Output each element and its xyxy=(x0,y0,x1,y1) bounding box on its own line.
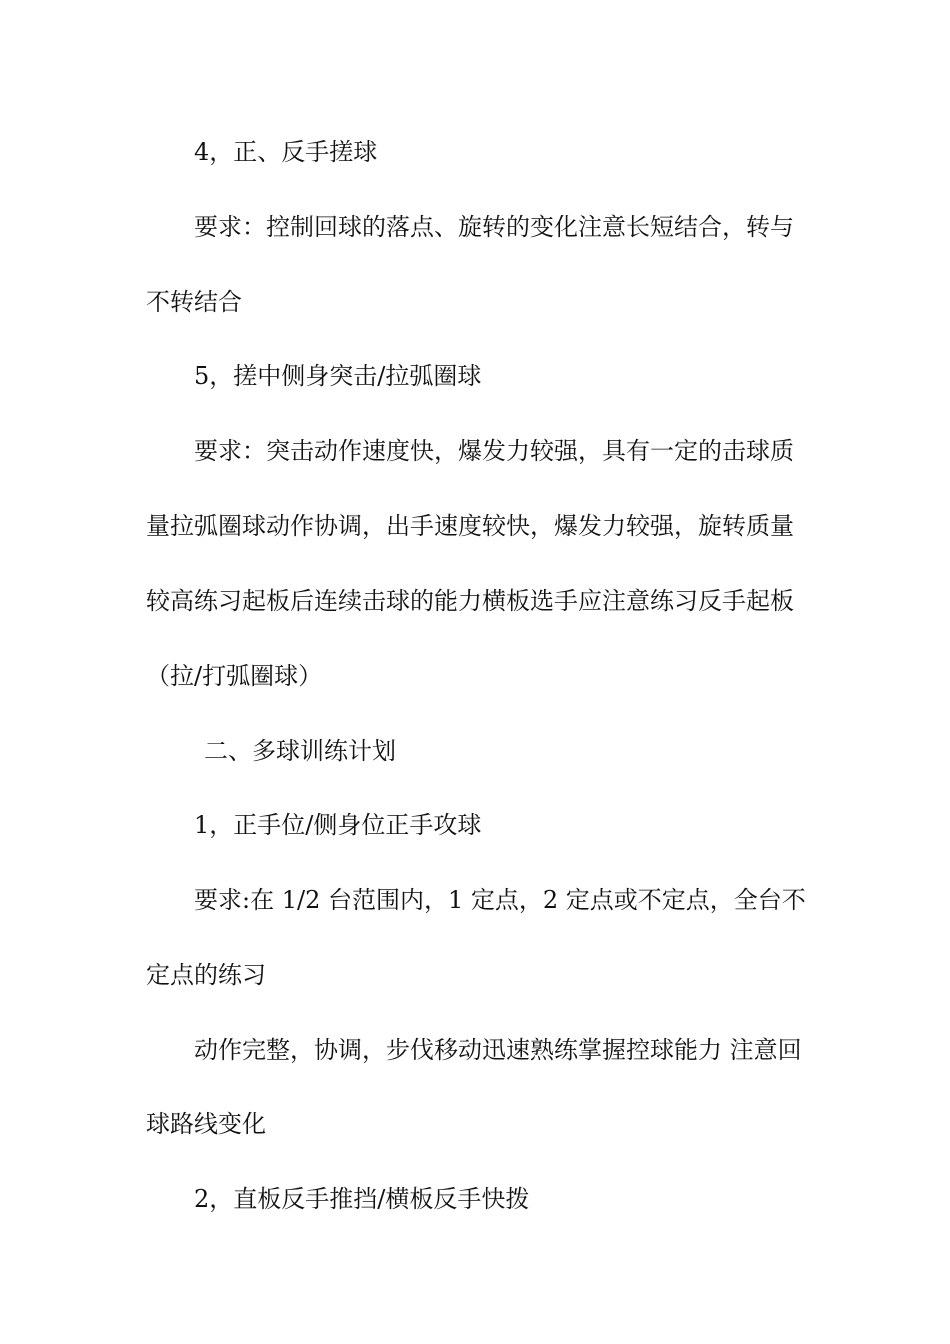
item-5-requirement-cont-3: （拉/打弧圈球） xyxy=(146,662,323,690)
item-5-requirement-cont-1: 量拉弧圈球动作协调，出手速度较快，爆发力较强，旋转质量 xyxy=(146,512,794,540)
multiball-item-2-heading: 2，直板反手推挡/横板反手快拨 xyxy=(194,1185,530,1213)
section-heading-multiball: 二、多球训练计划 xyxy=(204,737,396,765)
multiball-item-1-note-cont: 球路线变化 xyxy=(146,1110,266,1138)
item-5-requirement-cont-2: 较高练习起板后连续击球的能力横板选手应注意练习反手起板 xyxy=(146,587,794,615)
item-4-requirement: 要求：控制回球的落点、旋转的变化注意长短结合，转与 xyxy=(194,213,794,241)
item-5-heading: 5，搓中侧身突击/拉弧圈球 xyxy=(194,362,482,390)
item-5-requirement: 要求：突击动作速度快，爆发力较强，具有一定的击球质 xyxy=(194,437,794,465)
item-4-heading: 4，正、反手搓球 xyxy=(194,138,378,166)
item-4-requirement-cont: 不转结合 xyxy=(146,288,242,316)
multiball-item-1-requirement: 要求:在 1/2 台范围内，1 定点，2 定点或不定点，全台不 xyxy=(194,886,806,914)
multiball-item-1-note: 动作完整，协调，步伐移动迅速熟练掌握控球能力 注意回 xyxy=(194,1036,802,1064)
multiball-item-1-requirement-cont: 定点的练习 xyxy=(146,961,266,989)
multiball-item-1-heading: 1，正手位/侧身位正手攻球 xyxy=(194,811,482,839)
